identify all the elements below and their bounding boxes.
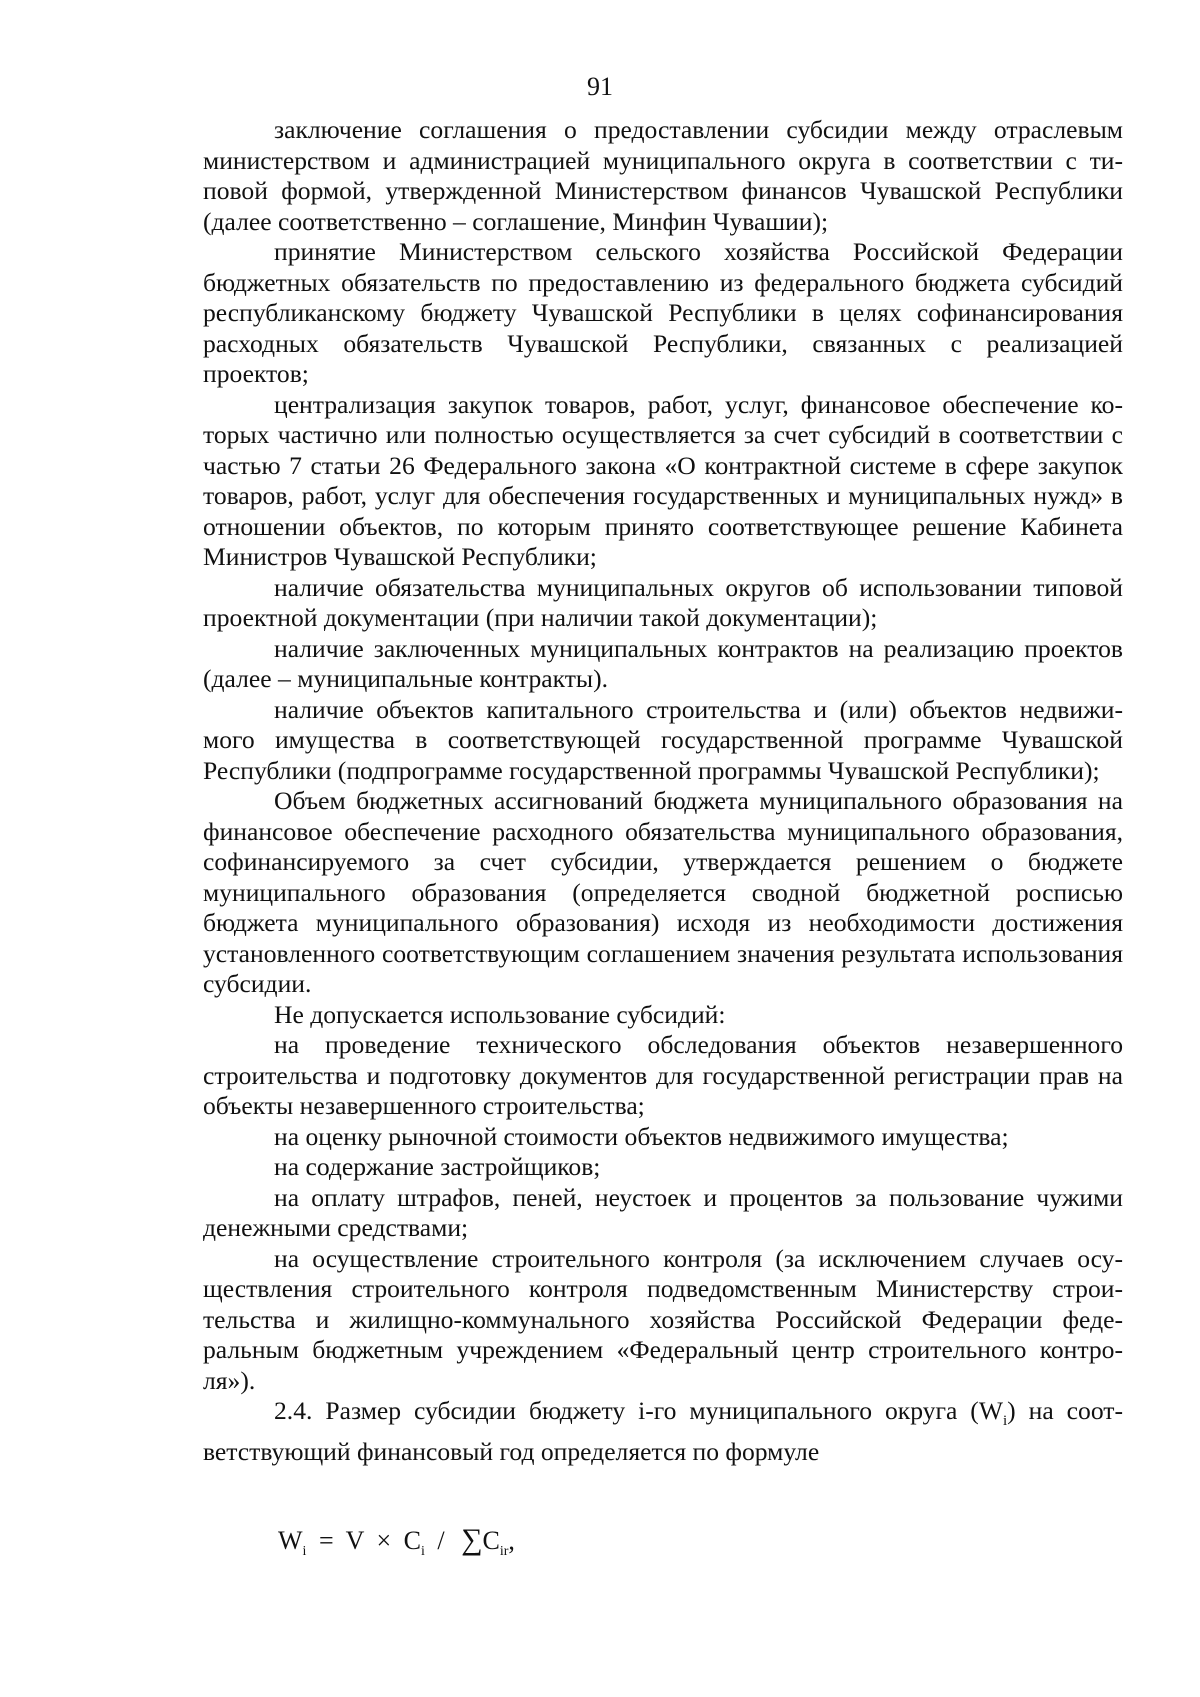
- clause-2-4-subscript: i: [1002, 1413, 1008, 1430]
- subsidy-formula: [278, 1520, 515, 1572]
- paragraph-budget-allocations: Объем бюджетных ассигнований бюджета муниципального образования на финансовое обеспечение расходного обязательства муниципального образования, софинансируемого за счет субсидии, утверждается решением о бюджете муниципального образования (определяется сводной бюджетной росписью бюджета муниципального образования) исходя из необходимости достижения установленного соответствующим соглашением значения результата использования субсидии.: [203, 786, 1123, 998]
- paragraph-typical-design: наличие обязательства муниципальных округов об использовании типовой проектной документации (при наличии такой документации);: [203, 572, 1123, 632]
- formula-c-ir-subscript: ir: [499, 1544, 509, 1559]
- paragraph-prohibited-uses: Не допускается использование субсидий:: [274, 999, 726, 1029]
- paragraph-valuation: на оценку рыночной стоимости объектов недвижимого имущества;: [274, 1121, 1009, 1151]
- paragraph-developers: на содержание застройщиков;: [274, 1152, 601, 1181]
- document-body: [203, 115, 1123, 1467]
- clause-2-4-text-end: ) на соответствующий финансовый год определяется по формуле: [203, 1396, 1123, 1466]
- paragraph-capital-objects: наличие объектов капитального строительства и (или) объектов недвижимого имущества в соответствующей государственной программе Чувашской Республики (подпрограмме государственной программы Чувашской Республики);: [203, 694, 1123, 785]
- formula-sum-symbol: ∑: [461, 1523, 483, 1556]
- paragraph-centralized-procurement: централизация закупок товаров, работ, услуг, финансовое обеспечение которых частично или полностью осуществляется за счет субсидий в соответствии с частью 7 статьи 26 Федерального закона «О контрактной системе в сфере закупок товаров, работ, услуг для обеспечения государственных и муниципальных нужд» в отношении объектов, по которым принято соответствующее решение Кабинета Министров Чувашской Республики;: [203, 389, 1123, 571]
- page-number: 91: [587, 72, 613, 101]
- clause-2-4-text-start: 2.4. Размер субсидии бюджету i-го муниципального округа (W: [274, 1396, 1003, 1425]
- formula-w-subscript: i: [302, 1544, 307, 1559]
- formula-v: V: [345, 1526, 364, 1555]
- formula-equals: =: [318, 1526, 334, 1555]
- paragraph-municipal-contracts: наличие заключенных муниципальных контрактов на реализацию проектов (далее – муниципальные контракты).: [203, 633, 1123, 693]
- formula-c-ir: C: [482, 1526, 500, 1555]
- paragraph-technical-survey: на проведение технического обследования объектов незавершенного строительства и подготовку документов для государственной регистрации прав на объекты незавершенного строительства;: [203, 1030, 1123, 1120]
- paragraph-ministry-obligations: принятие Министерством сельского хозяйства Российской Федерации бюджетных обязательств по предоставлению из федерального бюджета субсидий республиканскому бюджету Чувашской Республики в целях софинансирования расходных обязательств Чувашской Республики, связанных с реализацией проектов;: [203, 237, 1123, 388]
- paragraph-clause-2-4: [203, 1396, 1123, 1467]
- paragraph-fines: на оплату штрафов, пеней, неустоек и процентов за пользование чужими денежными средствами;: [203, 1182, 1123, 1242]
- paragraph-agreement: заключение соглашения о предоставлении субсидии между отраслевым министерством и администрацией муниципального округа в соответствии с типовой формой, утвержденной Министерством финансов Чувашской Республики (далее соответственно – соглашение, Минфин Чувашии);: [203, 115, 1123, 236]
- formula-w: W: [278, 1526, 303, 1555]
- formula-times: ×: [376, 1526, 392, 1555]
- formula-divide: /: [437, 1526, 445, 1555]
- formula-c-subscript: i: [420, 1544, 425, 1559]
- paragraph-construction-control: на осуществление строительного контроля (за исключением случаев осуществления строительного контроля подведомственным Министерству строительства и жилищно-коммунального хозяйства Российской Федерации федеральным бюджетным учреждением «Федеральный центр строительного контроля»).: [203, 1243, 1123, 1395]
- formula-c: C: [403, 1526, 421, 1555]
- formula-comma: ,: [508, 1526, 515, 1555]
